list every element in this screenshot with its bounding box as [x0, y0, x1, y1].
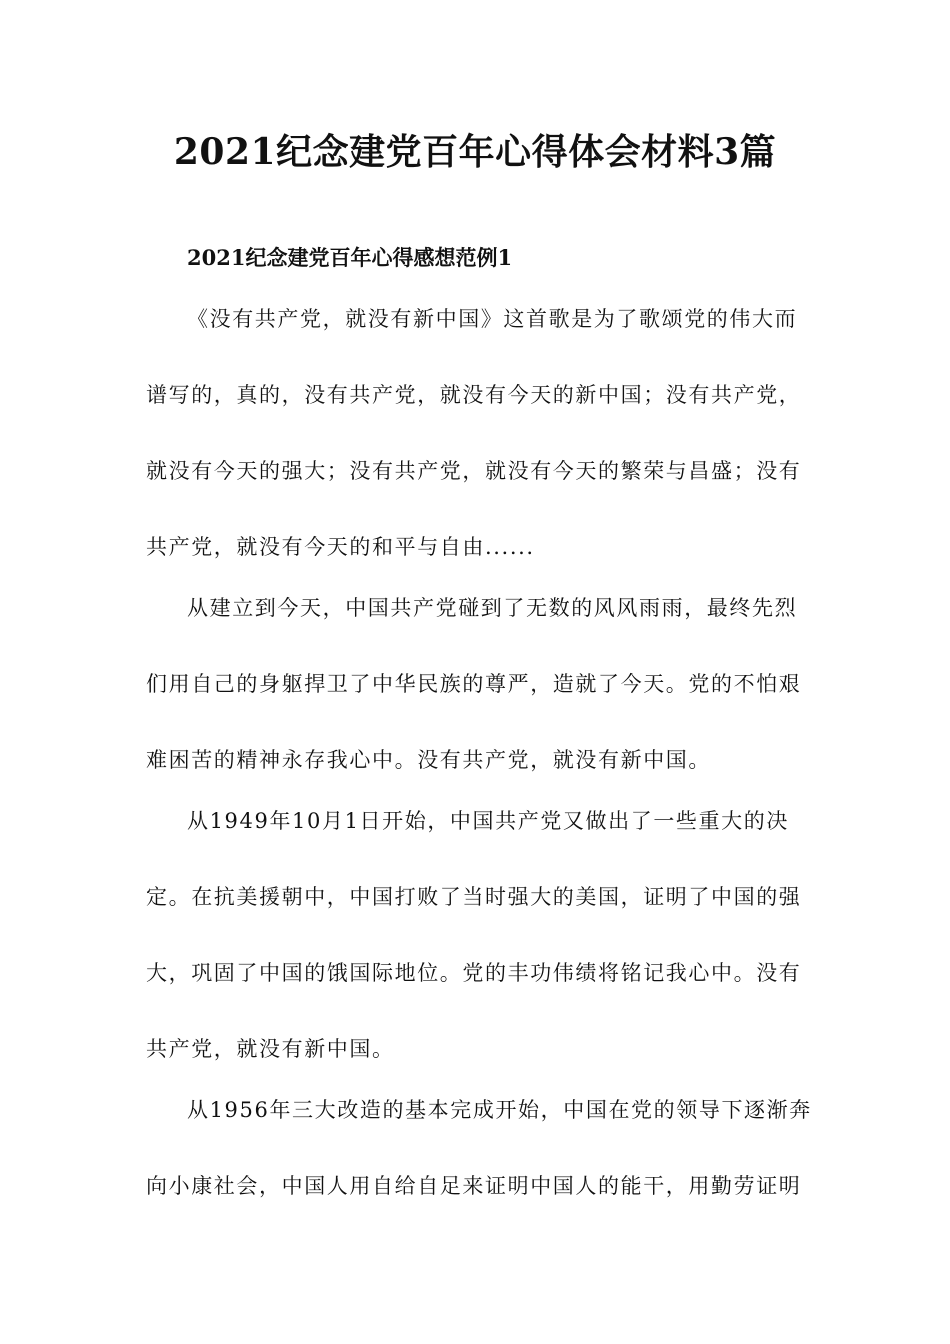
paragraph-line: 从1956年三大改造的基本完成开始，中国在党的领导下逐渐奔	[187, 1098, 812, 1122]
paragraph-line: 从建立到今天，中国共产党碰到了无数的风风雨雨，最终先烈	[187, 596, 798, 620]
paragraph-line: 就没有今天的强大；没有共产党，就没有今天的繁荣与昌盛；没有	[146, 459, 802, 483]
paragraph-line: 共产党，就没有今天的和平与自由......	[146, 535, 535, 559]
paragraph-line: 共产党，就没有新中国。	[146, 1037, 395, 1061]
paragraph-line: 们用自己的身躯捍卫了中华民族的尊严，造就了今天。党的不怕艰	[146, 672, 802, 696]
paragraph-line: 难困苦的精神永存我心中。没有共产党，就没有新中国。	[146, 748, 711, 772]
paragraph-line: 从1949年10月1日开始，中国共产党又做出了一些重大的决	[187, 809, 789, 833]
paragraph-line: 定。在抗美援朝中，中国打败了当时强大的美国，证明了中国的强	[146, 885, 802, 909]
paragraph-line: 《没有共产党，就没有新中国》这首歌是为了歌颂党的伟大而	[187, 307, 798, 331]
section-title: 2021纪念建党百年心得感想范例1	[187, 245, 513, 270]
paragraph-line: 向小康社会，中国人用自给自足来证明中国人的能干，用勤劳证明	[146, 1174, 802, 1198]
paragraph-line: 大，巩固了中国的饿国际地位。党的丰功伟绩将铭记我心中。没有	[146, 961, 802, 985]
document-title: 2021纪念建党百年心得体会材料3篇	[173, 131, 777, 173]
paragraph-line: 谱写的，真的，没有共产党，就没有今天的新中国；没有共产党，	[146, 383, 802, 407]
